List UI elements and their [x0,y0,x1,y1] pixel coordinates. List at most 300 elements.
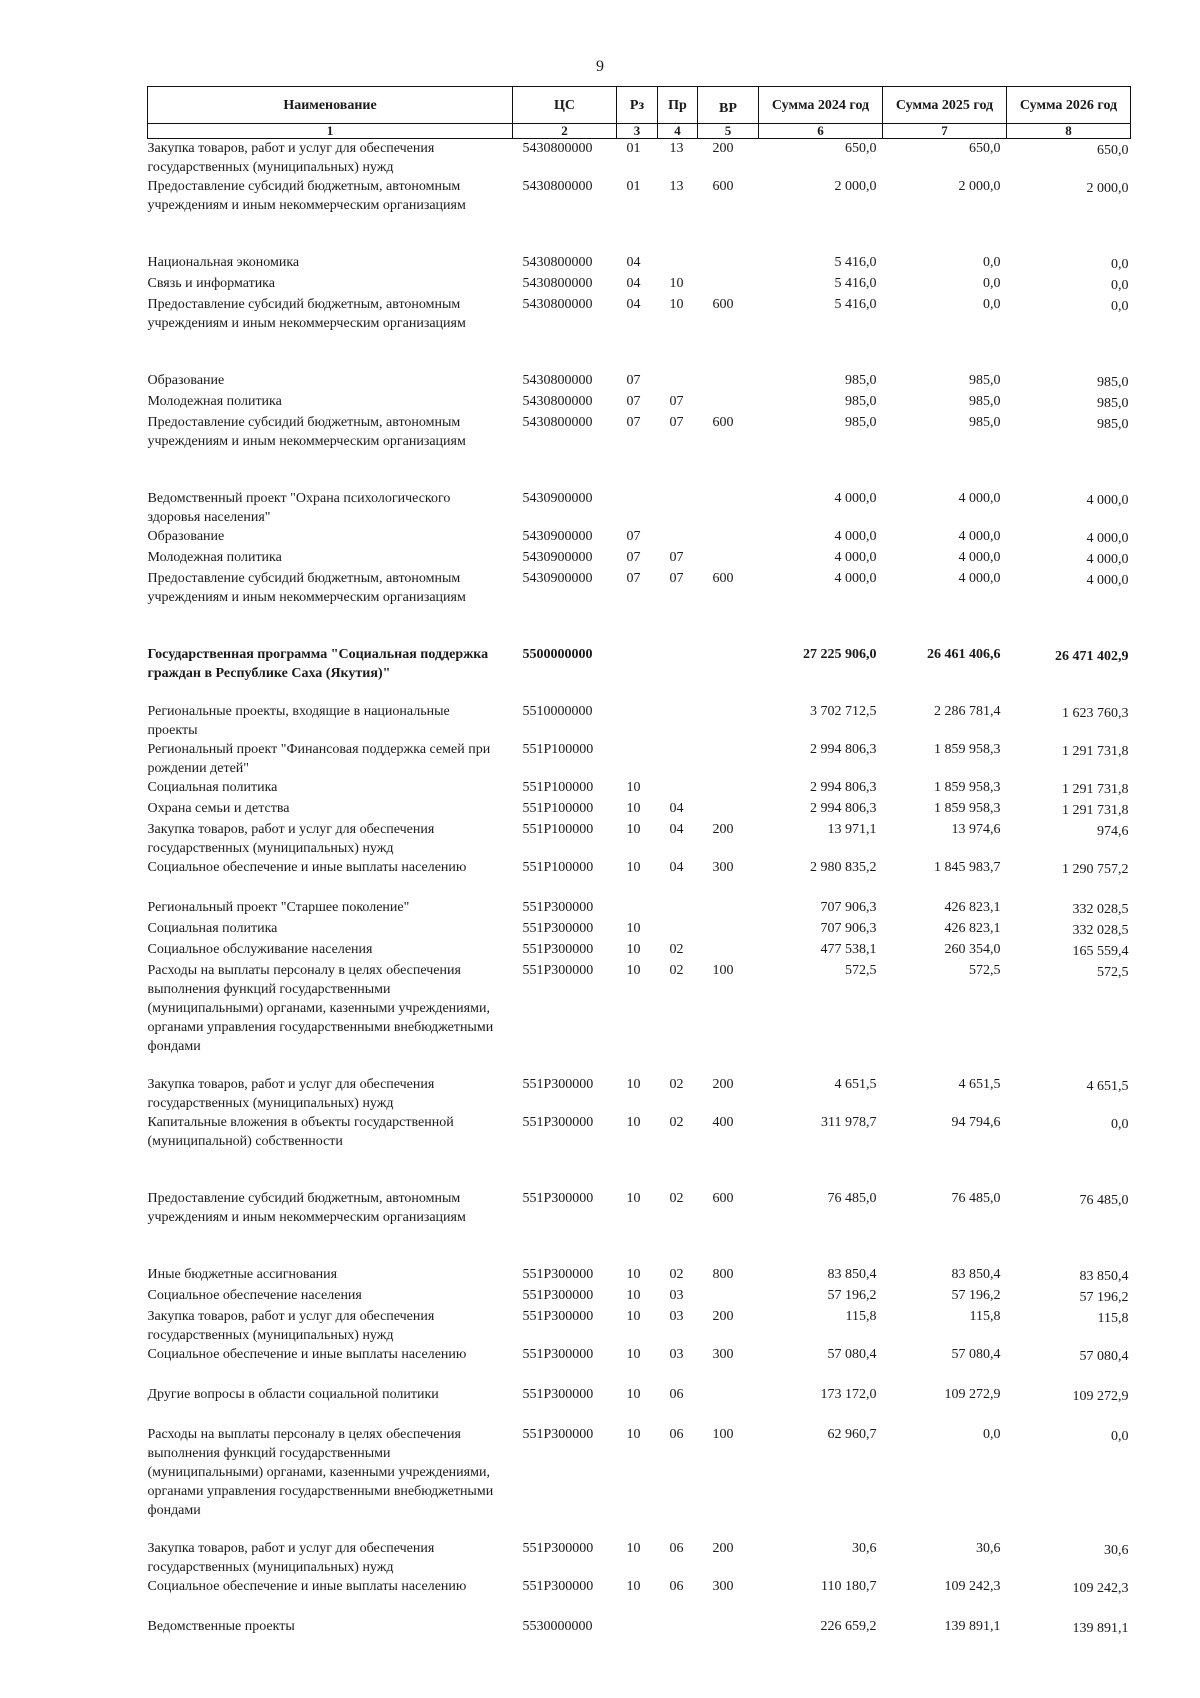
row-vr-code [698,470,759,527]
row-sum-2024: 2 994 806,3 [810,780,877,795]
row-vr-code [698,626,759,683]
table-row [148,1366,1131,1406]
row-sum-2026: 0,0 [1111,278,1129,293]
row-cs-code: 551P100000 [522,860,594,875]
row-sum-2025: 4 000,0 [958,491,1001,506]
row-sum-2026: 1 291 731,8 [1062,744,1129,759]
row-vr-code: 600 [712,297,734,312]
table-row [148,858,1131,879]
header-name: Наименование [148,87,513,124]
table-row [148,626,1131,683]
row-vr-code: 100 [712,1427,734,1442]
row-sum-2024: 110 180,7 [821,1579,877,1594]
row-name: Закупка товаров, работ и услуг для обеспечения государственных (муниципальных) нужд [147,822,435,856]
row-cs-code: 551P100000 [522,742,594,757]
row-rz-code [617,470,658,527]
row-pr-code [658,740,698,778]
row-sum-2024: 30,6 [852,1541,877,1556]
row-sum-2026: 985,0 [1097,417,1129,432]
row-vr-code [698,392,759,413]
row-sum-2026: 650,0 [1097,143,1129,158]
row-sum-2026: 0,0 [1111,1117,1129,1132]
row-name: Закупка товаров, работ и услуг для обеспечения государственных (муниципальных) нужд [147,1541,435,1575]
row-pr-code [658,352,698,392]
row-vr-code: 300 [712,1579,734,1594]
row-cs-code: 551P300000 [522,1191,594,1206]
row-rz-code: 04 [626,297,641,312]
row-sum-2026: 332 028,5 [1072,902,1129,917]
row-rz-code: 10 [626,942,641,957]
row-name: Расходы на выплаты персоналу в целях обеспечения выполнения функций государственными (муниципальными) органами, казенными учреждениями, органами управления государственными внебюджетными фондами [147,963,494,1054]
row-cs-code: 5430900000 [522,550,593,565]
header-sum-2024: Сумма 2024 год [759,87,883,124]
row-rz-code: 07 [626,571,641,586]
row-vr-code: 600 [712,571,734,586]
table-row [148,940,1131,961]
table-row [148,234,1131,274]
table-row [148,569,1131,626]
row-rz-code: 10 [626,921,641,936]
row-rz-code: 10 [626,1387,641,1402]
table-row [148,740,1131,778]
row-pr-code [658,1598,698,1638]
row-pr-code [658,919,698,940]
table-row [148,1345,1131,1366]
row-sum-2026: 2 000,0 [1086,181,1129,196]
row-vr-code [698,352,759,392]
row-name: Государственная программа "Социальная поддержка граждан в Республике Саха (Якутия)" [147,647,489,681]
row-sum-2025: 109 242,3 [944,1579,1001,1594]
row-vr-code [698,683,759,740]
row-sum-2026: 974,6 [1097,824,1129,839]
row-sum-2025: 0,0 [983,276,1001,291]
row-name: Социальное обеспечение и иные выплаты населению [147,1579,467,1594]
row-sum-2024: 5 416,0 [834,255,877,270]
row-rz-code: 07 [626,529,641,544]
header-row [148,87,1131,124]
row-pr-code: 03 [669,1309,684,1324]
row-sum-2025: 26 461 406,6 [927,647,1001,662]
row-pr-code: 13 [669,141,684,156]
row-cs-code: 5530000000 [522,1619,593,1634]
table-row [148,879,1131,919]
table-row [148,961,1131,1056]
row-cs-code: 5510000000 [522,704,593,719]
row-sum-2024: 226 659,2 [820,1619,877,1634]
header-rz: Рз [617,87,658,124]
row-sum-2024: 311 978,7 [821,1115,877,1130]
row-sum-2025: 4 000,0 [958,529,1001,544]
row-vr-code: 600 [712,179,734,194]
row-pr-code: 02 [669,1115,684,1130]
row-sum-2024: 57 196,2 [827,1288,877,1303]
row-pr-code: 07 [669,550,684,565]
row-name: Предоставление субсидий бюджетным, автономным учреждениям и иным некоммерческим организациям [147,297,466,331]
row-cs-code: 5430800000 [522,255,593,270]
row-cs-code: 551P300000 [522,1077,594,1092]
row-sum-2026: 0,0 [1111,299,1129,314]
header-sum-2025: Сумма 2025 год [883,87,1007,124]
table-row [148,820,1131,858]
row-sum-2026: 572,5 [1097,965,1129,980]
row-vr-code: 200 [712,141,734,156]
row-cs-code: 5500000000 [522,647,593,662]
row-sum-2026: 109 272,9 [1072,1389,1129,1404]
row-vr-code [698,1366,759,1406]
row-sum-2025: 94 794,6 [951,1115,1001,1130]
row-sum-2026: 1 290 757,2 [1062,862,1129,877]
row-vr-code: 600 [712,415,734,430]
row-rz-code: 10 [626,1541,641,1556]
row-cs-code: 551P100000 [522,822,594,837]
row-sum-2024: 2 994 806,3 [810,742,877,757]
row-rz-code: 10 [626,801,641,816]
row-sum-2026: 165 559,4 [1072,944,1129,959]
row-sum-2025: 4 000,0 [958,571,1001,586]
row-sum-2026: 1 291 731,8 [1062,803,1129,818]
row-vr-code: 300 [712,1347,734,1362]
row-rz-code [617,879,658,919]
row-sum-2024: 2 980 835,2 [810,860,877,875]
row-sum-2024: 13 971,1 [827,822,877,837]
row-sum-2025: 57 080,4 [951,1347,1001,1362]
row-pr-code: 10 [669,276,684,291]
row-name: Социальное обеспечение и иные выплаты населению [147,1347,467,1362]
row-sum-2025: 0,0 [983,255,1001,270]
row-vr-code [698,274,759,295]
table-row [148,1307,1131,1345]
row-vr-code [698,940,759,961]
row-rz-code: 07 [626,550,641,565]
row-cs-code: 551P300000 [522,1427,594,1442]
row-vr-code [698,234,759,274]
row-rz-code: 10 [626,1267,641,1282]
table-row [148,392,1131,413]
row-pr-code: 02 [669,1267,684,1282]
row-name: Ведомственные проекты [147,1619,295,1634]
row-cs-code: 5430800000 [522,276,593,291]
row-pr-code [658,683,698,740]
row-cs-code: 5430800000 [522,297,593,312]
row-sum-2024: 477 538,1 [820,942,877,957]
row-sum-2026: 985,0 [1097,396,1129,411]
row-rz-code: 10 [626,1347,641,1362]
table-row [148,352,1131,392]
row-sum-2025: 985,0 [969,415,1001,430]
table-row [148,1246,1131,1286]
row-pr-code: 03 [669,1288,684,1303]
row-vr-code: 300 [712,860,734,875]
row-pr-code: 13 [669,179,684,194]
row-pr-code: 06 [669,1387,684,1402]
row-sum-2025: 13 974,6 [951,822,1001,837]
row-cs-code: 5430800000 [522,415,593,430]
row-sum-2024: 2 994 806,3 [810,801,877,816]
row-rz-code: 10 [626,1115,641,1130]
budget-table [147,86,1131,1638]
row-sum-2025: 985,0 [969,394,1001,409]
row-vr-code [698,527,759,548]
row-sum-2025: 650,0 [969,141,1001,156]
row-name: Предоставление субсидий бюджетным, автономным учреждениям и иным некоммерческим организациям [147,1191,466,1225]
row-pr-code: 02 [669,963,684,978]
row-sum-2024: 650,0 [845,141,877,156]
row-rz-code: 04 [626,255,641,270]
row-pr-code: 10 [669,297,684,312]
row-pr-code [658,778,698,799]
row-pr-code: 04 [669,822,684,837]
row-sum-2026: 4 000,0 [1086,573,1129,588]
row-cs-code: 5430900000 [522,491,593,506]
row-name: Социальная политика [147,921,278,936]
row-rz-code [617,740,658,778]
row-vr-code [698,879,759,919]
row-pr-code: 07 [669,571,684,586]
row-name: Социальная политика [147,780,278,795]
row-name: Молодежная политика [147,550,282,565]
row-sum-2026: 0,0 [1111,257,1129,272]
row-pr-code: 02 [669,1191,684,1206]
row-sum-2025: 572,5 [969,963,1001,978]
row-sum-2025: 985,0 [969,373,1001,388]
page-number: 9 [596,58,604,75]
row-cs-code: 5430800000 [522,394,593,409]
row-name: Региональные проекты, входящие в национальные проекты [147,704,450,738]
row-sum-2024: 4 000,0 [834,571,877,586]
column-number-row [148,124,1131,139]
row-sum-2025: 57 196,2 [951,1288,1001,1303]
row-pr-code: 02 [669,942,684,957]
row-sum-2025: 76 485,0 [951,1191,1001,1206]
row-rz-code [617,626,658,683]
column-number: 3 [617,124,658,139]
row-sum-2024: 985,0 [845,415,877,430]
column-number: 7 [883,124,1007,139]
row-sum-2025: 2 000,0 [958,179,1001,194]
row-name: Связь и информатика [147,276,275,291]
row-cs-code: 551P300000 [522,1288,594,1303]
row-sum-2025: 4 651,5 [958,1077,1001,1092]
row-sum-2025: 109 272,9 [944,1387,1001,1402]
row-sum-2026: 332 028,5 [1072,923,1129,938]
row-name: Закупка товаров, работ и услуг для обеспечения государственных (муниципальных) нужд [147,1309,435,1343]
row-pr-code [658,527,698,548]
row-vr-code: 200 [712,1309,734,1324]
header-cs: ЦС [513,87,617,124]
row-sum-2024: 76 485,0 [827,1191,877,1206]
row-sum-2025: 1 845 983,7 [934,860,1001,875]
table-row [148,527,1131,548]
row-cs-code: 551P300000 [522,1387,594,1402]
header-sum-2026: Сумма 2026 год [1007,87,1131,124]
row-name: Социальное обеспечение населения [147,1288,362,1303]
row-cs-code: 551P100000 [522,780,594,795]
row-sum-2026: 26 471 402,9 [1055,649,1129,664]
row-cs-code: 551P300000 [522,1541,594,1556]
row-sum-2026: 109 242,3 [1072,1581,1129,1596]
row-sum-2026: 30,6 [1104,1543,1129,1558]
row-pr-code [658,234,698,274]
row-sum-2026: 83 850,4 [1079,1269,1129,1284]
row-cs-code: 551P300000 [522,942,594,957]
table-row [148,470,1131,527]
row-cs-code: 551P300000 [522,1267,594,1282]
column-number: 6 [759,124,883,139]
row-pr-code: 04 [669,860,684,875]
row-rz-code: 10 [626,1309,641,1324]
row-sum-2024: 572,5 [845,963,877,978]
table-row [148,413,1131,470]
row-rz-code: 10 [626,860,641,875]
row-sum-2024: 57 080,4 [827,1347,877,1362]
row-name: Социальное обслуживание населения [147,942,373,957]
row-rz-code: 10 [626,1427,641,1442]
row-rz-code: 10 [626,1077,641,1092]
row-name: Региональный проект "Старшее поколение" [147,900,410,915]
row-pr-code [658,879,698,919]
table-row [148,1520,1131,1577]
row-sum-2026: 0,0 [1111,1429,1129,1444]
row-sum-2024: 707 906,3 [820,921,877,936]
row-sum-2026: 115,8 [1097,1311,1129,1326]
row-vr-code [698,778,759,799]
table-row [148,295,1131,352]
row-name: Другие вопросы в области социальной политики [147,1387,439,1402]
column-number: 2 [513,124,617,139]
row-vr-code: 600 [712,1191,734,1206]
row-sum-2024: 115,8 [845,1309,877,1324]
row-rz-code: 10 [626,1191,641,1206]
row-cs-code: 5430800000 [522,373,593,388]
row-sum-2024: 2 000,0 [834,179,877,194]
column-number: 4 [658,124,698,139]
row-name: Предоставление субсидий бюджетным, автономным учреждениям и иным некоммерческим организациям [147,415,466,449]
row-sum-2026: 4 000,0 [1086,531,1129,546]
row-name: Образование [147,529,225,544]
row-sum-2026: 76 485,0 [1079,1193,1129,1208]
row-cs-code: 551P300000 [522,1115,594,1130]
row-name: Охрана семьи и детства [147,801,290,816]
row-cs-code: 551P300000 [522,1347,594,1362]
row-vr-code: 200 [712,1077,734,1092]
row-sum-2025: 83 850,4 [951,1267,1001,1282]
row-name: Предоставление субсидий бюджетным, автономным учреждениям и иным некоммерческим организациям [147,179,466,213]
row-vr-code: 200 [712,822,734,837]
row-sum-2026: 4 000,0 [1086,552,1129,567]
table-row [148,1056,1131,1113]
row-sum-2024: 3 702 712,5 [810,704,877,719]
row-cs-code: 551P300000 [522,963,594,978]
row-sum-2025: 426 823,1 [944,900,1001,915]
row-sum-2025: 426 823,1 [944,921,1001,936]
column-number: 1 [148,124,513,139]
row-sum-2025: 139 891,1 [944,1619,1001,1634]
row-vr-code [698,1598,759,1638]
table-row [148,274,1131,295]
row-sum-2024: 4 000,0 [834,491,877,506]
row-sum-2026: 4 651,5 [1086,1079,1129,1094]
row-pr-code: 04 [669,801,684,816]
table-row [148,1113,1131,1170]
row-rz-code [617,683,658,740]
row-vr-code [698,1286,759,1307]
row-pr-code: 06 [669,1427,684,1442]
row-sum-2025: 1 859 958,3 [934,801,1001,816]
row-pr-code: 02 [669,1077,684,1092]
row-cs-code: 5430800000 [522,179,593,194]
table-row [148,1170,1131,1246]
table-row [148,139,1131,178]
row-vr-code: 800 [712,1267,734,1282]
row-vr-code: 400 [712,1115,734,1130]
row-sum-2024: 4 000,0 [834,529,877,544]
row-rz-code [617,1598,658,1638]
row-pr-code: 03 [669,1347,684,1362]
row-sum-2025: 260 354,0 [944,942,1001,957]
row-cs-code: 551P300000 [522,900,594,915]
table-row [148,1598,1131,1638]
row-name: Образование [147,373,225,388]
row-rz-code: 01 [626,179,641,194]
table-row [148,548,1131,569]
row-vr-code [698,919,759,940]
row-pr-code: 06 [669,1541,684,1556]
row-vr-code [698,740,759,778]
row-sum-2026: 1 623 760,3 [1062,706,1129,721]
row-rz-code: 10 [626,780,641,795]
row-sum-2024: 5 416,0 [834,276,877,291]
table-row [148,778,1131,799]
row-sum-2024: 173 172,0 [820,1387,877,1402]
row-rz-code: 10 [626,822,641,837]
row-sum-2025: 1 859 958,3 [934,742,1001,757]
row-name: Расходы на выплаты персоналу в целях обеспечения выполнения функций государственными (муниципальными) органами, казенными учреждениями, органами управления государственными внебюджетными фондами [147,1427,494,1518]
row-sum-2024: 985,0 [845,373,877,388]
row-pr-code [658,470,698,527]
row-sum-2026: 139 891,1 [1072,1621,1129,1636]
row-sum-2025: 2 286 781,4 [934,704,1001,719]
table-row [148,799,1131,820]
row-sum-2025: 0,0 [983,297,1001,312]
row-name: Социальное обеспечение и иные выплаты населению [147,860,467,875]
table-row [148,1577,1131,1598]
row-name: Национальная экономика [147,255,300,270]
row-cs-code: 551P300000 [522,1309,594,1324]
row-sum-2024: 27 225 906,0 [803,647,877,662]
row-name: Ведомственный проект "Охрана психологического здоровья населения" [147,491,451,525]
row-sum-2025: 4 000,0 [958,550,1001,565]
row-sum-2024: 83 850,4 [827,1267,877,1282]
row-pr-code [658,626,698,683]
column-number: 5 [698,124,759,139]
table-row [148,177,1131,234]
table-row [148,1286,1131,1307]
column-number: 8 [1007,124,1131,139]
table-body [148,139,1131,1639]
row-sum-2024: 4 000,0 [834,550,877,565]
header-pr: Пр [658,87,698,124]
row-name: Закупка товаров, работ и услуг для обеспечения государственных (муниципальных) нужд [147,141,435,175]
row-sum-2024: 62 960,7 [827,1427,877,1442]
row-sum-2024: 4 651,5 [834,1077,877,1092]
row-rz-code: 04 [626,276,641,291]
row-sum-2025: 0,0 [983,1427,1001,1442]
row-vr-code: 200 [712,1541,734,1556]
row-name: Капитальные вложения в объекты государственной (муниципальной) собственности [147,1115,454,1149]
row-vr-code [698,548,759,569]
row-rz-code: 10 [626,1288,641,1303]
row-cs-code: 5430900000 [522,529,593,544]
